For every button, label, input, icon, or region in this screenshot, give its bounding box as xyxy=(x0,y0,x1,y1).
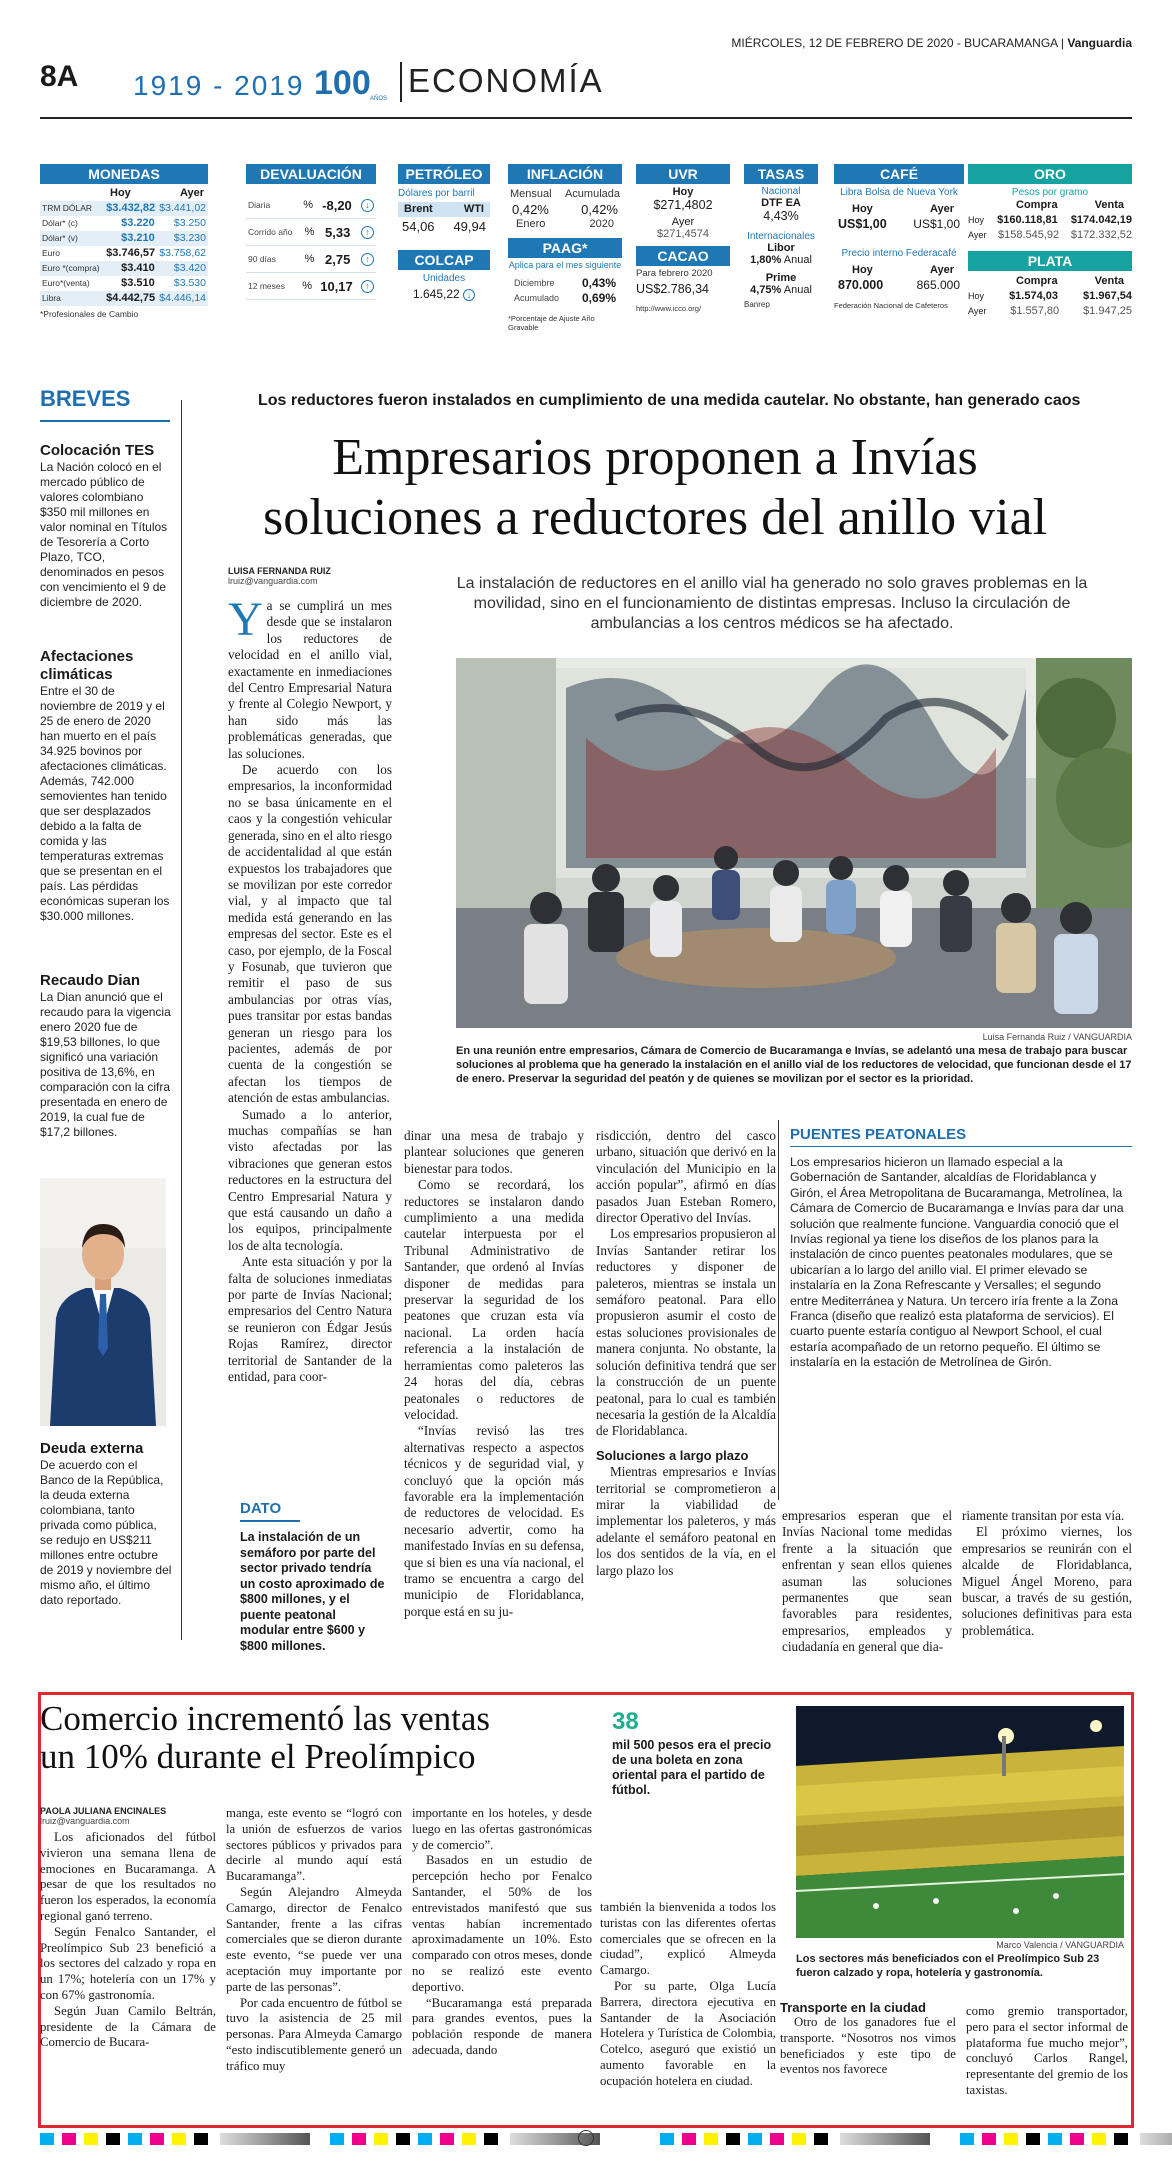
print-color-bar xyxy=(1026,2133,1040,2145)
market-tasas: TASAS Nacional DTF EA 4,43% Internacionales Libor 1,80% Anual Prime 4,75% Anual Banrep xyxy=(744,164,818,309)
market-uvr: UVR Hoy $271,4802 Ayer $271,4574 CACAO Para febrero 2020 US$2.786,34 http://www.icco.org/ xyxy=(636,164,730,313)
registration-mark-icon xyxy=(578,2130,594,2146)
up-arrow-icon: ↑ xyxy=(361,280,374,293)
bottom-photo-caption: Los sectores más beneficiados con el Preolímpico Sub 23 fueron calzado y ropa, hotelería y gastronomía. xyxy=(796,1953,1100,1979)
dato-box: DATO La instalación de un semáforo por parte del sector privado tendría un costo aproximado de $800 millones, y el puente peatonal modular entre $600 y $800 millones. xyxy=(240,1500,385,1653)
devaluacion-row: Corrido año % 5,33 ↑ xyxy=(246,219,376,246)
down-arrow-icon: ↓ xyxy=(463,289,475,301)
article-col-5: riamente transitan por esta vía. El próximo viernes, los empresarios se reunirán con el alcalde de Floridablanca, Miguel Ángel Moreno, para buscar, a través de su gestión, soluciones definitivas para esta problemática. xyxy=(962,1508,1132,1638)
print-color-bar xyxy=(194,2133,208,2145)
article-lead: La instalación de reductores en el anillo vial ha generado no solo graves problemas en la movilidad, sino en el funcionamiento de distintas empresas. Incluso la circulación de ambulancias a los centros médicos se ha afectado. xyxy=(456,575,1088,632)
stat-number: 38 xyxy=(612,1708,639,1735)
breves-title: BREVES xyxy=(40,386,131,411)
print-color-bar xyxy=(418,2133,432,2145)
devaluacion-row: 90 días % 2,75 ↑ xyxy=(246,246,376,273)
print-gray-bar xyxy=(220,2133,310,2145)
paag-row: Acumulado 0,69% xyxy=(514,291,616,305)
print-color-bar xyxy=(748,2133,762,2145)
monedas-row: Libra $4.442,75 $4.446,14 xyxy=(42,292,206,304)
logo-sub: AÑOS xyxy=(370,96,388,102)
print-gray-bar xyxy=(1140,2133,1172,2145)
stat-text: mil 500 pesos era el precio de una boleta en zona oriental para el partido de fútbol. xyxy=(612,1738,772,1797)
market-inflacion: INFLACIÓN Mensual Acumulada 0,42% 0,42% Enero 2020 PAAG* Aplica para el mes siguiente Diciembre 0,43% Acumulado 0,69% *Porcentaje de Ajuste Año Gravable xyxy=(508,166,622,332)
article-kicker: Los reductores fueron instalados en cumplimiento de una medida cautelar. No obstante, han generado caos xyxy=(258,392,1081,409)
print-color-bar xyxy=(1092,2133,1106,2145)
article-col-1: Ya se cumplirá un mes desde que se instalaron los reductores de velocidad en el anillo vial, exactamente en inmediaciones del Centro Empresarial Natura y frente al Colegio Newport, y han sido más las problemáticas generadas, que las soluciones. De acuerdo con los empresarios, la inconformidad no se basa únicamente en el caos y la congestión vehicular generada, sino en el alto riesgo de accidentalidad al que están expuestos los trabajadores que se movilizan por este corredor vial, y al impacto que tal medida está generando en las empresas del sector. Este es el caso, por ejemplo, de la Foscal y Fosunab, que tuvieron que remitir el paso de sus ambulancias por otras vías, pues transitar por estas bandas generan un riesgo para los pacientes, además de por cuenta de la congestión se afectan los tiempos de atención de estas ambulancias. Sumado a lo anterior, muchas compañías se han visto afectadas por las vibraciones que generan estos reductores en la estructura del Centro Empresarial Natura y que está causando un daño a los equipos, principalmente los de alta tecnología. Ante esta situación y por la falta de soluciones inmediatas por parte de Invías Nacional; empresarios del Centro Natura se reunieron con Édgar Jesús Rojas Ramírez, director territorial de Santander de la entidad, para coor- xyxy=(228,593,392,1385)
article-col-3: risdicción, dentro del casco urbano, situación que derivó en la vinculación del Municipio en la acción popular”, afirmó en días pasados Juan Esteban Romero, director Operativo del Invías. Los empresarios propusieron al Invías Santander retirar los reductores y disponer de paleteros, mientras se instala un semáforo peatonal. Para ello propusieron asumir el costo de estas soluciones provisionales de manera conjunta. No obstante, la solución definitiva tendrá que ser la construcción de un puente peatonal, para lo cual es también necesaria la gestión de la Alcaldía de Floridablanca. Soluciones a largo plazo Mientras empresarios e Invías territorial se comprometieron a mirar la viabilidad de implementar los paleteros, y más adelante el semáforo peatonal en los dos sentidos de la vía, en el largo plazo los xyxy=(596,1128,776,1578)
print-color-bar xyxy=(704,2133,718,2145)
print-color-bar xyxy=(770,2133,784,2145)
print-color-bar xyxy=(440,2133,454,2145)
market-oro: ORO Pesos por gramo Compra Venta Hoy $160.118,81 $174.042,19 Ayer $158.545,92 $172.332,52 PLATA Compra Venta Hoy $1.574,03 $1.967,54 Ayer $1.557,80 $1.947,25 xyxy=(968,166,1132,317)
breve-1: Colocación TES La Nación colocó en el mercado público de valores colombiano $350 mil millones en valor nominal en Títulos de Tesorería a Corto Plazo, TCO, denominados en pesos con vencimiento el 9 de diciembre de 2020. xyxy=(40,442,168,609)
breve-2: Afectaciones climáticas Entre el 30 de noviembre de 2019 y el 25 de enero de 2020 han muerto en el país 34.925 bovinos por afectaciones climáticas. Además, 742.000 semovientes han tenido que ser desplazados debido a la falta de comida y las temperaturas extremas que se presentan en el país. Las pérdidas económicas superan los $30.000 millones. xyxy=(40,648,170,923)
print-color-bar xyxy=(172,2133,186,2145)
monedas-row: Euro *(compra) $3.410 $3.420 xyxy=(42,262,206,274)
print-color-bar xyxy=(726,2133,740,2145)
print-color-bar xyxy=(40,2133,54,2145)
print-color-bar xyxy=(84,2133,98,2145)
print-color-bar xyxy=(682,2133,696,2145)
print-color-bar xyxy=(792,2133,806,2145)
print-color-bar xyxy=(106,2133,120,2145)
bottom-col-3: importante en los hoteles, y desde luego en las ofertas gastronómicas y de comercio”. Basados en un estudio de percepción hecho por Fenalco Santander, el 50% de los entrevistados manifestó que sus ventas habían incrementado aproximadamente un 10%. Esto comparado con otros meses, donde no se realizó este evento deportivo. “Bucaramanga está preparada para grandes eventos, pues la población responde de manera adecuada, dando xyxy=(412,1806,592,2057)
puentes-box: PUENTES PEATONALES Los empresarios hicieron un llamado especial a la Gobernación de Santander, alcaldías de Floridablanca y Girón, el Área Metropolitana de Bucaramanga, Metrolínea, la Cámara de Comercio de Bucaramanga e Invías para dar una solución que realmente funcione. Vanguardia conoció que el Invías regional ya tiene los diseños de los planos para la instalación de cinco puentes peatonales modulares, que se ubicarían a lo largo del anillo vial. El primer elevado se instalaría en la Zona Refrescante y Versalles; el segundo entre Mediterránea y Natura. Un tercero iría frente a la Zona Franca (diseño que realizó esta plataforma de servicios). El cuarto puente estaría contiguo al Newport School, el cual estaría acompañado de un retorno pequeño. El último se instalaría en la estación de Metrolínea de Girón. xyxy=(790,1126,1132,1371)
article-col-4: empresarios esperan que el Invías Nacional tome medidas frente a la situación que enfrentan y sean ellos quienes asuman las soluciones permanentes que sean favorables para residentes, empresarios, empleados y ciudadanía en general que dia- xyxy=(782,1508,952,1655)
print-color-bar xyxy=(982,2133,996,2145)
market-monedas: MONEDAS Hoy Ayer TRM DÓLAR $3.432,82 $3.441,02 Dólar* (c) $3.220 $3.250 Dólar* (v) $3.210 $3.230 Euro $3.746,57 $3.758,62 Euro *(compra) $3.410 $3.420 Euro*(venta) $3.510 $3.530 Libra $4.442,75 $4.446,14 *Profesionales de Cambio xyxy=(40,166,206,319)
print-color-bar xyxy=(1004,2133,1018,2145)
devaluacion-row: 12 meses % 10,17 ↑ xyxy=(246,273,376,300)
article-headline: Empresarios proponen a Invías soluciones a reductores del anillo vial xyxy=(262,429,1048,546)
brand-name: Vanguardia xyxy=(1067,36,1132,50)
print-color-bar xyxy=(1048,2133,1062,2145)
bottom-col-2: manga, este evento se “logró con la unión de esfuerzos de varios sectores públicos y privados para decirle al mundo aquí está Bucaramanga”. Según Alejandro Almeyda Camargo, director de Fenalco Santander, frente a las cifras comerciales que se dieron durante este evento, “se puede ver una aceptación muy importante por parte de las personas”. Por cada encuentro de fútbol se tuvo la asistencia de 25 mil personas. Para Almeyda Camargo “esto indiscutiblemente generó un tráfico muy xyxy=(226,1806,402,2073)
print-color-bar xyxy=(814,2133,828,2145)
print-color-bar xyxy=(484,2133,498,2145)
print-color-bar xyxy=(660,2133,674,2145)
article-col-2: dinar una mesa de trabajo y plantear soluciones que generen bienestar para todos. Como se recordará, los reductores se instalaron dando cumplimiento a una medida cautelar interpuesta por el Tribunal Administrativo de Santander, que ordenó al Invías disponer de medidas para preservar la seguridad de los peatones que cruzan esta vía nacional. La orden hacía referencia a la instalación de herramientas como paleteros las 24 horas del día, cebras peatonales o reductores de velocidad. “Invías revisó las tres alternativas respecto a aspectos técnicos y de seguridad vial, y concluyó que la opción más favorable era la implementación de reductores de velocidad. Es necesario advertir, como ha manifestado Invías en su defensa, que si bien es una vía nacional, el tramo se encuentra a cargo del municipio de Floridablanca, porque está en su ju- xyxy=(404,1128,584,1619)
down-arrow-icon: ↓ xyxy=(361,199,374,212)
breves-divider xyxy=(181,400,193,1640)
monedas-row: Dólar* (c) $3.220 $3.250 xyxy=(42,217,206,229)
bottom-col-6: como gremio transportador, pero para el sector informal de plataforma fue mucho mejor”, concluyó Carlos Rangel, representante del gremio de los taxistas. xyxy=(966,2004,1128,2097)
bottom-col-1: Los aficionados del fútbol vivieron una semana llena de emociones en Bucaramanga. A pesar de que los resultados no fueron los esperados, la economía regional ganó terreno. Según Fenalco Santander, el Preolímpico Sub 23 benefició a los sectores del calzado y ropa en un 17%; hotelería con un 17% y con 67% gastronomía. Según Juan Camilo Beltrán, presidente de la Cámara de Comercio de Bucara- xyxy=(40,1830,216,2050)
bottom-photo-credit: Marco Valencia / VANGUARDIA xyxy=(996,1940,1124,1950)
print-color-bar xyxy=(330,2133,344,2145)
monedas-row: Euro*(venta) $3.510 $3.530 xyxy=(42,277,206,289)
photo-credit: Luisa Fernanda Ruiz / VANGUARDIA xyxy=(982,1032,1132,1042)
breve-3: Recaudo Dian La Dian anunció que el recaudo para la vigencia enero 2020 fue de $19,53 billones, lo que significó una variación positiva de 13,6%, en comparación con la cifra presentada en enero de 2019, la cual fue de $17,2 billones. xyxy=(40,972,171,1139)
page-number: 8A xyxy=(40,60,79,93)
market-cafe: CAFÉ Libra Bolsa de Nueva York Hoy Ayer US$1,00 US$1,00 Precio interno Federacafé Hoy Ayer 870.000 865.000 Federación Nacional de Cafeteros xyxy=(834,164,964,310)
print-color-bar xyxy=(374,2133,388,2145)
up-arrow-icon: ↑ xyxy=(361,226,374,239)
meeting-photo xyxy=(456,658,1132,1028)
section-title: ECONOMÍA xyxy=(408,62,604,99)
bottom-headline: Comercio incrementó las ventas un 10% durante el Preolímpico xyxy=(40,1699,490,1776)
anniversary-years: 1919 - 2019 xyxy=(133,70,305,101)
print-gray-bar xyxy=(840,2133,930,2145)
bottom-col-5: Transporte en la ciudad Otro de los ganadores fue el transporte. “Nosotros nos vimos beneficiados y este tipo de eventos nos favorece xyxy=(780,2000,956,2077)
print-color-bar xyxy=(128,2133,142,2145)
breve-4: Deuda externa De acuerdo con el Banco de la República, la deuda externa colombiana, tanto privada como pública, se redujo en US$211 millones entre octubre de 2019 y noviembre del mismo año, el último dato reportado. xyxy=(40,1440,172,1607)
print-color-bar xyxy=(462,2133,476,2145)
devaluacion-row: Diaria % -8,20 ↓ xyxy=(246,192,376,219)
print-color-bar xyxy=(1070,2133,1084,2145)
photo-caption: En una reunión entre empresarios, Cámara de Comercio de Bucaramanga e Invías, se adelantó una mesa de trabajo para buscar soluciones al problema que ha generado la instalación en el anillo vial de los reductores de velocidad, que funcionan desde el 17 de enero. Preservar la seguridad del peatón y de quienes se movilizan por el sector es la prioridad. xyxy=(456,1045,1132,1085)
date-line: MIÉRCOLES, 12 DE FEBRERO DE 2020 - BUCARAMANGA | Vanguardia xyxy=(731,36,1132,50)
market-petroleo: PETRÓLEO Dólares por barril Brent WTI 54,06 49,94 COLCAP Unidades 1.645,22 ↓ xyxy=(398,164,490,301)
logo-text: 100 xyxy=(314,64,371,102)
dropcap: Y xyxy=(228,593,263,646)
print-color-bar xyxy=(960,2133,974,2145)
print-color-bar xyxy=(396,2133,410,2145)
up-arrow-icon: ↑ xyxy=(361,253,374,266)
monedas-row: Euro $3.746,57 $3.758,62 xyxy=(42,247,206,259)
bottom-col-4: también la bienvenida a todos los turistas con las diferentes ofertas comerciales que se ofrecen en la ciudad”, explicó Almeyda Camargo. Por su parte, Olga Lucía Barrera, directora ejecutiva en Santander de la Asociación Hotelera y Turística de Colombia, Cotelco, aseguró que existió un aumento favorable en la ocupación hotelera en ciudad. xyxy=(600,1900,776,2088)
article-byline: LUISA FERNANDA RUIZ lruiz@vanguardia.com xyxy=(228,566,331,586)
bottom-byline: PAOLA JULIANA ENCINALES lruiz@vanguardia.com xyxy=(40,1806,167,1826)
print-color-bar xyxy=(150,2133,164,2145)
monedas-row: TRM DÓLAR $3.432,82 $3.441,02 xyxy=(42,202,206,214)
market-devaluacion: DEVALUACIÓN Diaria % -8,20 ↓ Corrido año % 5,33 ↑ 90 días % 2,75 ↑ 12 meses % 10,17 ↑ xyxy=(246,164,376,300)
paag-row: Diciembre 0,43% xyxy=(514,276,616,290)
print-color-bar xyxy=(62,2133,76,2145)
print-color-bar xyxy=(352,2133,366,2145)
stadium-photo xyxy=(796,1706,1124,1938)
monedas-row: Dólar* (v) $3.210 $3.230 xyxy=(42,232,206,244)
executive-portrait xyxy=(40,1178,166,1426)
centenary-logo xyxy=(312,60,398,104)
print-color-bar xyxy=(1114,2133,1128,2145)
